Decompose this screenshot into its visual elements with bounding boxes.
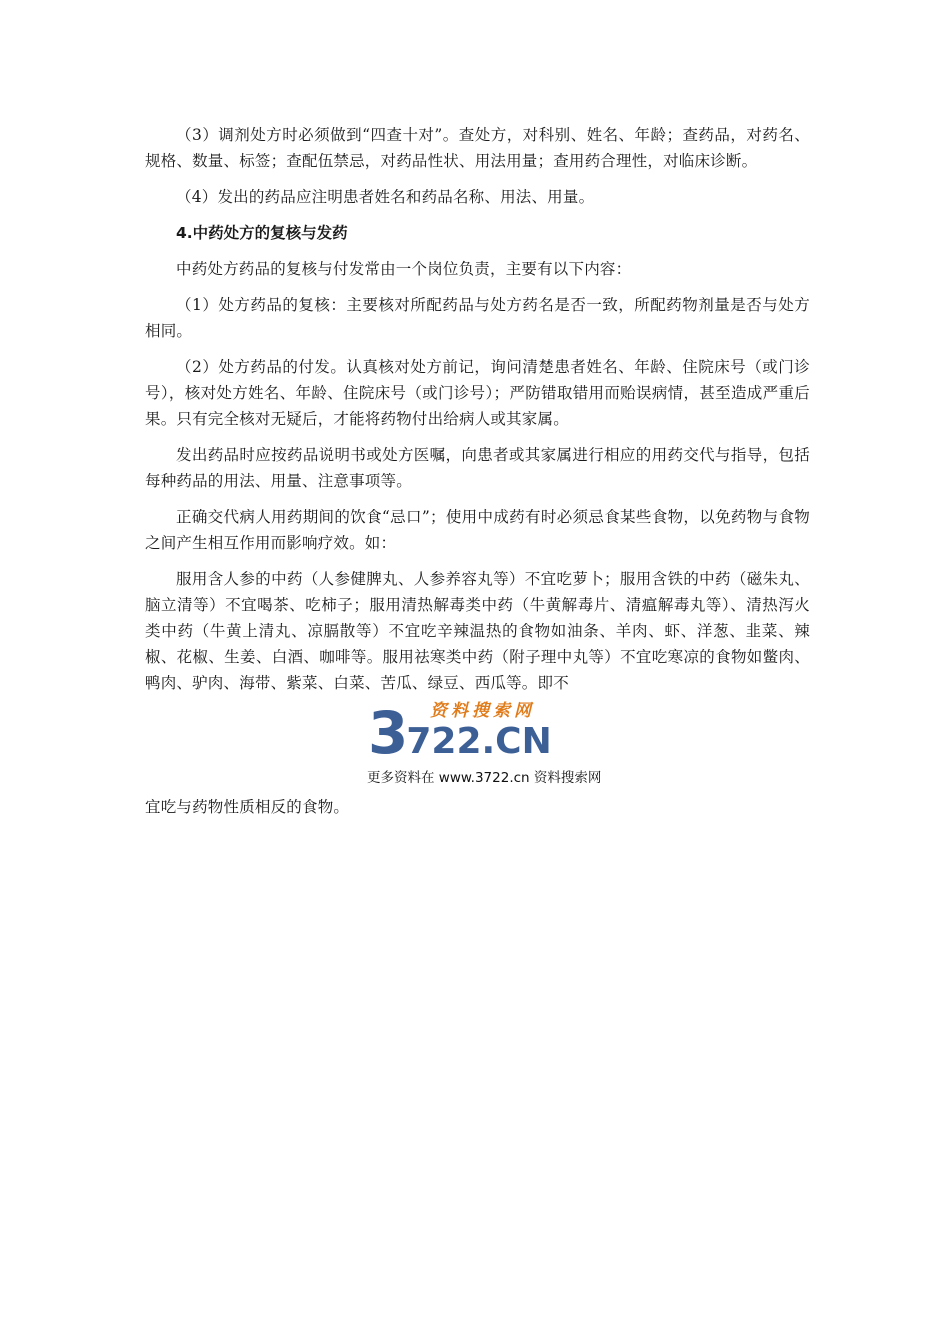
paragraph-continued: 宜吃与药物性质相反的食物。 — [145, 798, 350, 816]
paragraph-dispense-2: （2）处方药品的付发。认真核对处方前记，询问清楚患者姓名、年龄、住院床号（或门诊号），核对处方姓名、年龄、住院床号（或门诊号）；严防错取错用而贻误病情，甚至造成严重后果。只有完全核对无疑后，才能将药物付出给病人或其家属。 — [145, 358, 810, 428]
logo-text — [368, 699, 552, 767]
logo-domain: 722.CN — [406, 721, 552, 762]
watermark-logo — [145, 698, 810, 790]
paragraph-instructions: 发出药品时应按药品说明书或处方医嘱，向患者或其家属进行相应的用药交代与指导，包括每种药品的用法、用量、注意事项等。 — [145, 446, 810, 490]
logo-big-digit: 3 — [368, 699, 407, 767]
watermark-caption: 更多资料在 www.3722.cn 资料搜索网 — [367, 770, 602, 786]
paragraph-label-dispensed: （4）发出的药品应注明患者姓名和药品名称、用法、用量。 — [176, 188, 595, 206]
logo-3722 — [368, 698, 568, 767]
logo-tagline: 资料搜索网 — [430, 701, 535, 721]
paragraph-four-checks: （3）调剂处方时必须做到“四查十对”。查处方，对科别、姓名、年龄；查药品，对药名、规格、数量、标签；查配伍禁忌，对药品性状、用法用量；查用药合理性，对临床诊断。 — [145, 126, 810, 170]
document-page — [145, 122, 810, 830]
paragraph-diet-examples: 服用含人参的中药（人参健脾丸、人参养容丸等）不宜吃萝卜；服用含铁的中药（磁朱丸、脑立清等）不宜喝茶、吃柿子；服用清热解毒类中药（牛黄解毒片、清瘟解毒丸等）、清热泻火类中药（牛黄上清丸、凉膈散等）不宜吃辛辣温热的食物如油条、羊肉、虾、洋葱、韭菜、辣椒、花椒、生姜、白酒、咖啡等。服用祛寒类中药（附子理中丸等）不宜吃寒凉的食物如鳖肉、鸭肉、驴肉、海带、紫菜、白菜、苦瓜、绿豆、西瓜等。即不 — [145, 570, 810, 692]
paragraph-diet-taboo: 正确交代病人用药期间的饮食“忌口”；使用中成药有时必须忌食某些食物，以免药物与食物之间产生相互作用而影响疗效。如： — [145, 508, 810, 552]
paragraph-review-1: （1）处方药品的复核：主要核对所配药品与处方药名是否一致，所配药物剂量是否与处方相同。 — [145, 296, 810, 340]
paragraph-review-intro: 中药处方药品的复核与付发常由一个岗位负责，主要有以下内容： — [176, 260, 632, 278]
section-heading-4: 4.中药处方的复核与发药 — [176, 224, 348, 242]
